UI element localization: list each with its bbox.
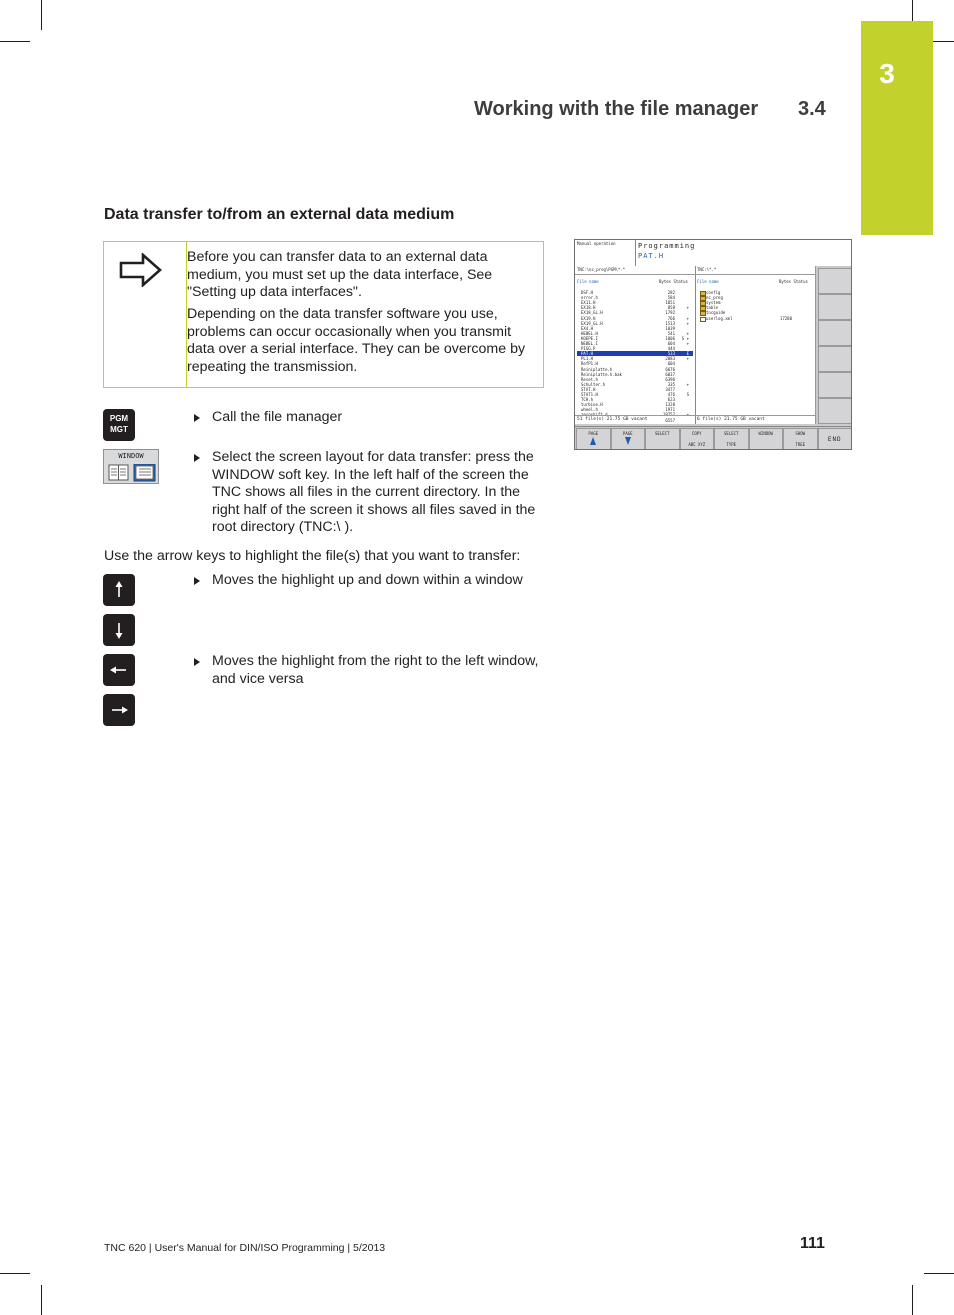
- tnc-file-size: 6396: [665, 376, 675, 382]
- tnc-softkey[interactable]: [714, 428, 749, 450]
- tnc-file-name: STAT.H: [581, 386, 596, 392]
- tnc-softkey-row: [575, 426, 851, 450]
- tnc-vertical-softkey-bar: [815, 266, 852, 424]
- bullet-triangle-icon: [194, 577, 200, 585]
- tnc-vsoftkey[interactable]: [818, 346, 852, 372]
- arrow-left-key: [103, 654, 135, 686]
- tnc-file-size: 604: [667, 341, 675, 346]
- tnc-file-name: nc_prog: [706, 295, 723, 301]
- step-text: Call the file manager: [212, 409, 343, 425]
- tnc-file-size: 335: [667, 381, 675, 387]
- window-layout-icon: [108, 464, 156, 482]
- chapter-tab: [861, 21, 933, 235]
- tnc-softkey-label: SHOW: [795, 431, 806, 436]
- tnc-file-name: RefP1.H: [581, 361, 598, 367]
- tnc-softkey-label: PAGE: [588, 431, 599, 436]
- tnc-file-size: 1513: [665, 320, 675, 326]
- tnc-left-col-name: File name: [577, 279, 599, 284]
- arrow-up-icon: [103, 574, 135, 606]
- tnc-right-status: 6 file(s) 21.75 GB vacant: [697, 417, 765, 422]
- bullet-triangle-icon: [194, 414, 200, 422]
- tnc-header: [575, 240, 851, 267]
- tnc-vsoftkey[interactable]: [818, 294, 852, 320]
- tnc-file-size: 766: [667, 315, 675, 321]
- arrow-down-icon: [103, 614, 135, 646]
- pgm-mgt-key: [103, 409, 135, 441]
- tnc-file-name: PIGG.P: [581, 346, 596, 352]
- tnc-file-status: +: [686, 315, 689, 321]
- tnc-status-divider: [575, 415, 815, 416]
- pgm-mgt-key-line1: PGM: [109, 414, 129, 423]
- page-number: 111: [800, 1235, 825, 1252]
- tnc-screenshot: [574, 239, 852, 450]
- tnc-left-status: 51 file(s) 21.75 GB vacant: [577, 417, 648, 422]
- tnc-file-row[interactable]: [698, 316, 812, 321]
- tnc-file-size: 6037: [665, 371, 675, 377]
- tnc-path-divider: [575, 274, 815, 275]
- tnc-file-size: 476: [667, 392, 675, 397]
- tnc-softkey[interactable]: [818, 428, 853, 450]
- tnc-file-name: table: [706, 305, 719, 311]
- tnc-file-name: EX11.H: [581, 300, 596, 306]
- tnc-softkey[interactable]: [783, 428, 818, 450]
- crop-mark: [41, 0, 42, 30]
- section-heading: Data transfer to/from an external data medium: [104, 206, 455, 223]
- tnc-file-size: 1328: [665, 402, 675, 408]
- tnc-file-size: 6557: [665, 417, 675, 423]
- tnc-file-status: +: [686, 330, 689, 336]
- running-header-title: Working with the file manager: [474, 98, 759, 120]
- tnc-file-name: HEBEL.H: [581, 330, 598, 336]
- tnc-file-name: Reiniplatte.h: [581, 366, 613, 372]
- tnc-file-name: Reiniplatte.h.bak: [581, 371, 622, 377]
- tnc-file-size: 604: [667, 361, 675, 367]
- tnc-file-name: TCH.h: [581, 397, 594, 403]
- tnc-vsoftkey[interactable]: [818, 372, 852, 398]
- tnc-softkey[interactable]: [680, 428, 715, 450]
- tnc-vsoftkey[interactable]: [818, 268, 852, 294]
- tnc-softkey-label: SELECT: [724, 431, 739, 436]
- tnc-file-size: 1792: [665, 310, 675, 316]
- tnc-file-status: +: [686, 381, 689, 387]
- tnc-right-col-name: File name: [697, 279, 719, 284]
- tnc-file-status: +: [686, 356, 689, 362]
- tnc-mode-label: Manual operation: [577, 241, 616, 246]
- chapter-number: 3: [879, 58, 895, 89]
- tnc-file-status: +: [686, 341, 689, 346]
- tnc-softkey-sublabel: ABC XYZ: [688, 442, 706, 447]
- tnc-pane-divider: [695, 266, 696, 424]
- tnc-softkey-label: END: [827, 436, 842, 443]
- tnc-softkey-sublabel: TYPE: [726, 442, 737, 447]
- tnc-softkey[interactable]: [611, 428, 646, 450]
- tnc-vsoftkey[interactable]: [818, 398, 852, 424]
- tnc-file-name: Schulter.h: [581, 381, 606, 387]
- tnc-softkey-label: COPY: [691, 431, 702, 436]
- tnc-file-name: EX18.H: [581, 305, 596, 311]
- bullet-triangle-icon: [194, 658, 200, 666]
- tnc-softkey-label: PAGE: [622, 431, 633, 436]
- tnc-file-size: 2083: [665, 356, 675, 362]
- tnc-file-name: system: [706, 300, 721, 306]
- tnc-file-size: 444: [667, 346, 675, 352]
- tnc-file-name: Reset.h: [581, 376, 598, 382]
- step-text: Select the screen layout for data transfer: press the WINDOW soft key. In the left half of the screen the TNC shows all files in the current directory. In the right half of the screen it shows all files saved in the root directory (TNC:\ ).: [212, 449, 536, 536]
- arrow-right-outline-icon: [119, 253, 163, 287]
- tnc-file-status: +: [686, 320, 689, 326]
- window-softkey: [103, 449, 159, 484]
- crop-mark: [0, 41, 30, 42]
- tnc-file-status: E: [686, 351, 689, 357]
- tnc-file-size: 584: [667, 295, 675, 301]
- page-up-icon: [590, 437, 596, 445]
- tnc-file-size: 1039: [665, 325, 675, 331]
- tnc-file-name: wheel.h: [581, 407, 598, 413]
- tnc-softkey[interactable]: [645, 428, 680, 450]
- tnc-file-size: 17280: [779, 315, 792, 321]
- note-paragraph-1: Before you can transfer data to an external data medium, you must set up the data interface, See "Setting up data interfaces".: [187, 249, 493, 301]
- tnc-file-name: turbine.H: [581, 402, 603, 408]
- arrow-right-icon: [103, 694, 135, 726]
- arrow-down-key: [103, 614, 135, 646]
- arrow-left-icon: [103, 654, 135, 686]
- tnc-file-size: 1971: [665, 407, 675, 413]
- tnc-file-size: 533: [667, 351, 675, 357]
- tnc-file-status: S +: [681, 335, 689, 341]
- tnc-softkey[interactable]: [576, 428, 611, 450]
- tnc-file-name: EX19.H: [581, 315, 596, 321]
- tnc-file-name: config: [706, 290, 721, 295]
- tnc-file-name: tncguide: [706, 310, 726, 316]
- tnc-file-name: NEBEL.I: [581, 341, 598, 346]
- tnc-file-name: PL1.H: [581, 356, 594, 362]
- tnc-softkey[interactable]: [749, 428, 784, 450]
- tnc-file-size: 1006: [665, 335, 675, 341]
- tnc-file-name: EX4.H: [581, 325, 594, 331]
- step-text: Moves the highlight up and down within a window: [212, 572, 523, 588]
- tnc-file-size: 282: [667, 290, 675, 295]
- tnc-left-col-bytes: Bytes Status: [659, 279, 688, 284]
- crop-mark: [924, 1273, 954, 1274]
- tnc-file-size: 1051: [665, 300, 675, 306]
- step-text: Moves the highlight from the right to the left window, and vice versa: [212, 653, 539, 687]
- tnc-softkey-sublabel: TREE: [795, 442, 806, 447]
- note-paragraph-2: Depending on the data transfer software you use, problems can occur occasionally when you transmit data over a serial interface. They can be overcome by repeating the transmission.: [187, 306, 526, 375]
- tnc-file-name: userlog.xml: [706, 315, 733, 321]
- tnc-program-name: PAT.H: [638, 252, 665, 260]
- crop-mark: [912, 1285, 913, 1315]
- tnc-file-size: 858: [667, 305, 675, 311]
- tnc-file-name: EX18_GL.H: [581, 310, 603, 316]
- tnc-file-size: 623: [667, 397, 675, 403]
- crop-mark: [41, 1285, 42, 1315]
- tnc-softkey-label: SELECT: [655, 431, 670, 436]
- tnc-file-size: 6676: [665, 366, 675, 372]
- tnc-left-path: TNC:\nc_prog\PGM\*.*: [577, 267, 626, 272]
- tnc-file-name: PAT.H: [581, 351, 594, 357]
- page-down-icon: [625, 437, 631, 445]
- tnc-file-name: DSF.H: [581, 290, 594, 295]
- arrow-right-key: [103, 694, 135, 726]
- crop-mark: [0, 1273, 30, 1274]
- tnc-header-divider: [635, 240, 636, 266]
- arrow-up-key: [103, 574, 135, 606]
- running-header-section-number: 3.4: [798, 98, 826, 120]
- tnc-file-name: STAT1.H: [581, 392, 598, 397]
- window-softkey-label: WINDOW: [118, 452, 144, 460]
- tnc-file-name: error.h: [581, 295, 598, 301]
- tnc-vsoftkey[interactable]: [818, 320, 852, 346]
- footer-text: TNC 620 | User's Manual for DIN/ISO Programming | 5/2013: [104, 1242, 386, 1254]
- tnc-softkey-label: WINDOW: [758, 431, 773, 436]
- tnc-file-size: 3477: [665, 386, 675, 392]
- arrow-keys-intro: Use the arrow keys to highlight the file(s) that you want to transfer:: [104, 548, 521, 564]
- tnc-file-status: +: [686, 305, 689, 311]
- tnc-right-path: TNC:\*.*: [697, 267, 717, 272]
- tnc-file-status: S: [686, 392, 689, 397]
- tnc-file-name: EX19_GL.H: [581, 320, 603, 326]
- tnc-mode-title: Programming: [638, 242, 696, 250]
- pgm-mgt-key-line2: MGT: [110, 425, 128, 434]
- tnc-file-name: KOEPE.I: [581, 335, 598, 341]
- bullet-triangle-icon: [194, 454, 200, 462]
- tnc-right-col-bytes: Bytes Status: [779, 279, 808, 284]
- tnc-file-size: 541: [667, 330, 675, 336]
